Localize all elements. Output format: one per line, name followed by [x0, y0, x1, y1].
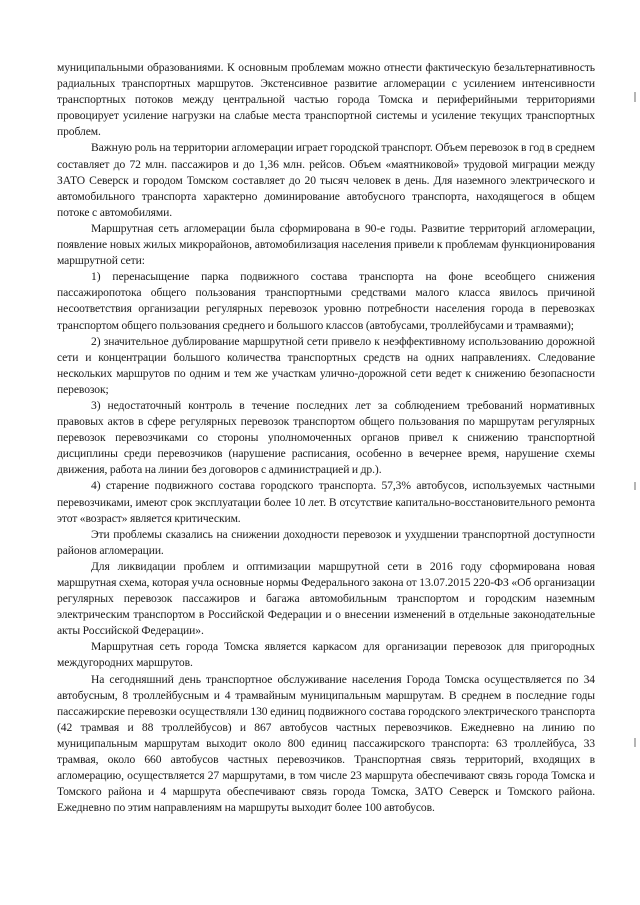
- scan-artifact-mark: [634, 482, 636, 490]
- paragraph-4: 1) перенасыщение парка подвижного состава транспорта на фоне всеобщего снижения пассажиропотока общего пользования транспортными средствами малого класса явилось причиной несоответствия организации регулярных перевозок уровню потребности населения города в перевозках транспортом общего пользования среднего и большого классов (автобусами, троллейбусами и трамваями);: [57, 270, 595, 332]
- scan-artifact-mark: [634, 738, 636, 747]
- paragraph-10: Маршрутная сеть города Томска является каркасом для организации перевозок для пригородных междугородних маршрутов.: [57, 640, 595, 670]
- paragraph-2: Важную роль на территории агломерации играет городской транспорт. Объем перевозок в год в среднем составляет до 72 млн. пассажиров и до 1,36 млн. рейсов. Объем «маятниковой» трудовой миграции между ЗАТО Северск и городом Томском составляет до 20 тысяч человек в день. Для наземного электрического и автомобильного транспорта характерно доминирование автобусного транспорта, находящегося в общем потоке с автомобилями.: [57, 141, 595, 219]
- paragraph-5: 2) значительное дублирование маршрутной сети привело к неэффективному использованию дорожной сети и концентрации большого количества транспортных средств на одних направлениях. Следование нескольких маршрутов по одним и тем же участкам улично-дорожной сети ведет к снижению безопасности перевозок;: [57, 334, 595, 396]
- paragraph-7: 4) старение подвижного состава городского транспорта. 57,3% автобусов, используемых частными перевозчиками, имеют срок эксплуатации более 10 лет. В отсутствие капитально-восстановительного ремонта этот «возраст» является критическим.: [57, 479, 595, 525]
- paragraph-8: Эти проблемы сказались на снижении доходности перевозок и ухудшении транспортной доступности районов агломерации.: [57, 527, 595, 557]
- paragraph-9: Для ликвидации проблем и оптимизации маршрутной сети в 2016 году сформирована новая маршрутная схема, которая учла основные нормы Федерального закона от 13.07.2015 220-ФЗ «Об организации регулярных перевозок пассажиров и багажа автомобильным транспортом и городским наземным электрическим транспортом в Российской Федерации и о внесении изменений в отдельные законодательные акты Российской Федерации».: [57, 559, 595, 638]
- paragraph-3: Маршрутная сеть агломерации была сформирована в 90-е годы. Развитие территорий агломерации, появление новых жилых микрорайонов, автомобилизация населения привели к проблемам функционирования маршрутной сети:: [57, 221, 595, 268]
- paragraph-6: 3) недостаточный контроль в течение последних лет за соблюдением требований нормативных правовых актов в сфере регулярных перевозок транспортом общего пользования по маршрутам регулярных перевозок перевозчиками со стороны уполномоченных органов привел к снижению транспортной дисциплины среди перевозчиков (нарушение расписания, особенно в вечернее время, нарушение схемы движения, работа на линии без договоров с администрацией и др.).: [57, 398, 595, 477]
- scan-artifact-mark: [634, 92, 636, 102]
- document-page: [57, 60, 595, 816]
- paragraph-11: На сегодняшний день транспортное обслуживание населения Города Томска осуществляется по 34 автобусным, 8 троллейбусным и 4 трамвайным муниципальным маршрутам. В среднем в последние годы пассажирские перевозки осуществляли 130 единиц подвижного состава городского электрического транспорта (42 трамвая и 88 троллейбусов) и 867 автобусов частных перевозчиков. Ежедневно на линию по муниципальным маршрутам выходит около 800 единиц пассажирского транспорта: 63 троллейбуса, 33 трамвая, около 660 автобусов частных перевозчиков. Транспортная связь территорий, входящих в агломерацию, осуществляется 27 маршрутами, в том числе 23 маршрута обеспечивают связь города Томска и Томского района и 4 маршрута обеспечивают связь города Томска, ЗАТО Северск и Томского района. Ежедневно по этим направлениям на маршруты выходит более 100 автобусов.: [57, 672, 595, 815]
- paragraph-1: муниципальными образованиями. К основным проблемам можно отнести фактическую безальтернативность радиальных транспортных маршрутов. Экстенсивное развитие агломерации с усилением интенсивности транспортных потоков между центральной частью города Томска и периферийными территориями провоцирует усиление нагрузки на слабые места транспортной системы и усиление текущих транспортных проблем.: [57, 61, 595, 139]
